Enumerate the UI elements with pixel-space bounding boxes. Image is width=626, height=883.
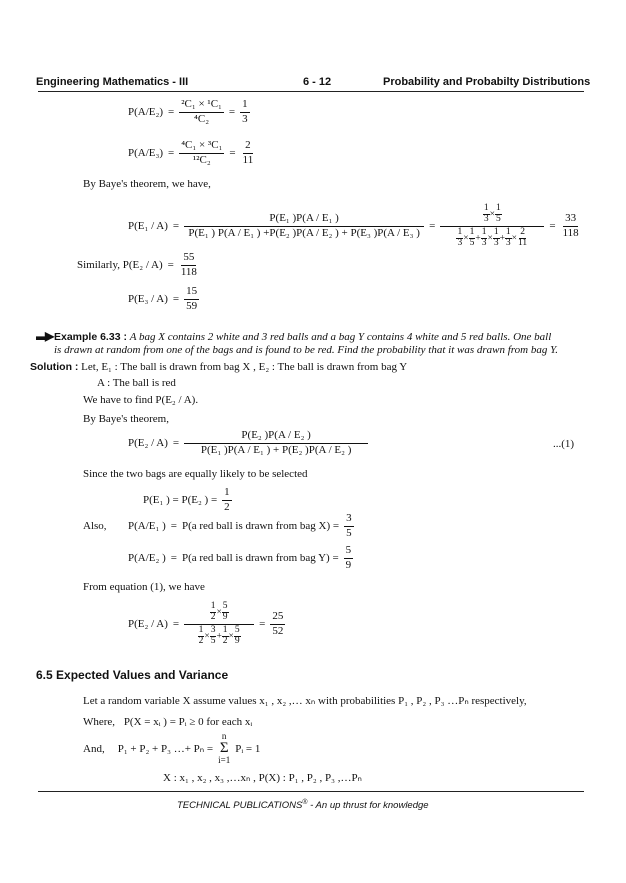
footer-tail: - An up thrust for knowledge bbox=[307, 800, 429, 812]
bayes-cden-12: 11 bbox=[518, 237, 528, 248]
final-cden-7: 5 bbox=[234, 624, 240, 635]
pe3-fraction bbox=[184, 286, 199, 312]
bayes-cden-op3: × bbox=[511, 233, 518, 244]
final-rden: 52 bbox=[272, 624, 284, 637]
final-cnum bbox=[184, 602, 254, 625]
bayes-cden-5: 1 bbox=[481, 226, 487, 237]
solution-line2: A : The ball is red bbox=[97, 377, 176, 389]
eqmain-num: P(E₂ )P(A / E₂ ) bbox=[184, 430, 368, 444]
ae1-equals: = bbox=[170, 520, 177, 533]
pe-num: 1 bbox=[222, 487, 232, 501]
eq2-lhs: P(A/E₃) bbox=[128, 147, 163, 160]
similarly-fraction bbox=[179, 252, 199, 278]
bayes-cden-6: 3 bbox=[481, 237, 487, 248]
bayes-cnum-b: 3 bbox=[483, 213, 489, 224]
likely-text: Since the two bags are equally likely to be selected bbox=[83, 468, 308, 480]
solution-line4: By Baye's theorem, bbox=[83, 413, 169, 425]
bayes-cden-8: 3 bbox=[493, 237, 499, 248]
bayes-cden-plus1: + bbox=[475, 233, 481, 244]
final-cnum-a: 1 bbox=[210, 601, 216, 611]
eq2-equals2: = bbox=[229, 147, 236, 160]
solution-label: Solution : bbox=[30, 361, 79, 373]
arrow-icon: ▬▶ bbox=[36, 329, 52, 343]
ae2-equals: = bbox=[170, 552, 177, 565]
ae1-num: 3 bbox=[344, 513, 354, 527]
header-rule bbox=[38, 91, 584, 92]
example-label: Example 6.33 : bbox=[53, 331, 127, 343]
bayes-cnum-d: 5 bbox=[496, 213, 501, 224]
sum-top: n bbox=[221, 731, 227, 741]
also-label: Also, bbox=[83, 520, 107, 532]
eq2-den: ¹²C₂ bbox=[192, 153, 211, 166]
pe3-lhs: P(E₃ / A) bbox=[128, 293, 168, 306]
bayes-cden-op2: × bbox=[487, 233, 493, 244]
section-line1: Let a random variable X assume values x₁ , x₂ ,… xₙ with probabilities P₁ , P₂ , P₃ …Pₙ respectively, bbox=[83, 695, 527, 707]
final-cnum-op: × bbox=[216, 607, 222, 618]
bayes-cden-1: 1 bbox=[457, 226, 463, 237]
final-cden-2: 2 bbox=[198, 635, 204, 646]
solution-line3: We have to find P(E₂ / A). bbox=[83, 394, 199, 406]
bayes-cden-10: 3 bbox=[505, 237, 511, 248]
final-cnum-d: 9 bbox=[222, 611, 228, 622]
bayes-equals2: = bbox=[429, 220, 436, 233]
registered-icon: ® bbox=[302, 799, 308, 806]
eq-pe3 bbox=[128, 286, 199, 312]
bayes-cnum-c: 1 bbox=[496, 203, 501, 213]
where-expr: P(X = xᵢ ) = Pᵢ ≥ 0 for each xᵢ bbox=[123, 716, 253, 728]
bayes-den: P(E₁ ) P(A / E₁ ) +P(E₂ )P(A / E₂ ) + P(E₃ )P(A / E₃ ) bbox=[188, 226, 420, 239]
final-cden-1: 1 bbox=[198, 624, 204, 635]
ae1-text: P(a red ball is drawn from bag X) = bbox=[181, 520, 340, 533]
example-line1: A bag X contains 2 white and 3 red balls and a bag Y contains 4 white and 5 red balls. One ball bbox=[129, 331, 552, 343]
bayes-intro: By Baye's theorem, we have, bbox=[83, 178, 211, 190]
ae2-text: P(a red ball is drawn from bag Y) = bbox=[181, 552, 339, 565]
final-complex-fraction bbox=[184, 602, 254, 647]
eq2-rnum: 2 bbox=[243, 140, 253, 154]
example-heading bbox=[36, 329, 551, 343]
bayes-rnum: 33 bbox=[563, 213, 578, 227]
bayes-cden-7: 1 bbox=[493, 226, 499, 237]
ae1-lhs: P(A/E₁ ) bbox=[128, 520, 166, 533]
eqmain-equals: = bbox=[172, 437, 180, 450]
eq1-fraction bbox=[179, 99, 224, 125]
bayes-num: P(E₁ )P(A / E₁ ) bbox=[184, 213, 424, 227]
footer-rule bbox=[38, 791, 584, 792]
eq-final bbox=[128, 602, 285, 647]
final-equals: = bbox=[172, 618, 180, 631]
similarly-num: 55 bbox=[181, 252, 196, 266]
final-equals2: = bbox=[259, 618, 266, 631]
where-line bbox=[83, 716, 252, 728]
bayes-result bbox=[561, 213, 581, 239]
eq1-rnum: 1 bbox=[240, 99, 250, 113]
bayes-cden-3: 1 bbox=[469, 226, 475, 237]
bayes-cden-op1: × bbox=[463, 233, 469, 244]
eq-bayes-e1 bbox=[128, 204, 581, 249]
ae2-fraction bbox=[344, 545, 354, 571]
x-distribution-line: X : x₁ , x₂ , x₃ ,…xₙ , P(X) : P₁ , P₂ , P₃ ,…Pₙ bbox=[163, 772, 362, 784]
equation-tag: ...(1) bbox=[553, 438, 575, 450]
eqmain-den: P(E₁ )P(A / E₁ ) + P(E₂ )P(A / E₂ ) bbox=[200, 443, 352, 456]
bayes-cden-9: 1 bbox=[505, 226, 511, 237]
bayes-cden-plus2: + bbox=[499, 233, 505, 244]
similarly-den: 118 bbox=[180, 265, 197, 278]
solution-line1-wrap bbox=[30, 361, 407, 373]
footer bbox=[177, 799, 429, 811]
eq1-result bbox=[240, 99, 250, 125]
final-cnum-c: 5 bbox=[222, 601, 228, 611]
eq-main bbox=[128, 430, 368, 456]
final-rnum: 25 bbox=[270, 611, 285, 625]
section-heading bbox=[36, 668, 228, 682]
bayes-cden-11: 2 bbox=[520, 226, 525, 237]
summation bbox=[218, 732, 230, 765]
solution-line1: Let, E₁ : The ball is drawn from bag X , E₂ : The ball is drawn from bag Y bbox=[81, 361, 408, 373]
bayes-cnum bbox=[440, 204, 544, 227]
and-expr: P₁ + P₂ + P₃ …+ Pₙ = bbox=[117, 743, 214, 755]
bayes-cden bbox=[454, 227, 530, 249]
ae2-den: 9 bbox=[345, 558, 352, 571]
final-cden-plus: + bbox=[216, 631, 222, 642]
ae1-fraction bbox=[344, 513, 354, 539]
eq1-lhs: P(A/E₂) bbox=[128, 106, 163, 119]
eqmain-lhs: P(E₂ / A) bbox=[128, 437, 168, 450]
final-cden-3: 3 bbox=[210, 624, 216, 635]
pe3-num: 15 bbox=[184, 286, 199, 300]
eq-p-a-e2 bbox=[128, 99, 250, 125]
final-cden-6: 2 bbox=[222, 635, 228, 646]
eq1-den: ⁴C₂ bbox=[194, 112, 210, 125]
eq-similarly bbox=[77, 252, 199, 278]
final-lhs: P(E₂ / A) bbox=[128, 618, 168, 631]
bayes-cden-4: 5 bbox=[469, 237, 475, 248]
bayes-equals3: = bbox=[549, 220, 556, 233]
pe3-den: 59 bbox=[186, 299, 198, 312]
ae1-den: 5 bbox=[346, 526, 352, 539]
and-line bbox=[83, 732, 260, 765]
bayes-equals: = bbox=[172, 220, 180, 233]
bayes-cnum-op: × bbox=[489, 209, 496, 220]
pe-fraction bbox=[222, 487, 232, 513]
eqmain-fraction bbox=[184, 430, 368, 456]
eq2-rden: 11 bbox=[242, 153, 254, 166]
eq1-equals2: = bbox=[228, 106, 236, 119]
eq1-rden: 3 bbox=[242, 112, 248, 125]
final-result bbox=[270, 611, 285, 637]
final-cden-5: 1 bbox=[222, 624, 228, 635]
eq-pe-equal bbox=[143, 487, 232, 513]
where-label: Where, bbox=[83, 716, 116, 728]
final-cden-8: 9 bbox=[234, 635, 240, 646]
pe3-equals: = bbox=[172, 293, 180, 306]
bayes-rden: 118 bbox=[562, 226, 579, 239]
ae2-num: 5 bbox=[344, 545, 354, 559]
sum-bottom: i=1 bbox=[218, 755, 231, 765]
similarly-lhs: Similarly, P(E₂ / A) bbox=[77, 259, 163, 272]
bayes-complex-fraction bbox=[440, 204, 544, 249]
and-label: And, bbox=[83, 742, 105, 755]
final-cden-4: 5 bbox=[210, 635, 216, 646]
ae2-lhs: P(A/E₂ ) bbox=[128, 552, 166, 565]
example-line2: is drawn at random from one of the bags and is found to be red. Find the probability that it was drawn from bag Y. bbox=[54, 344, 558, 356]
eq-ae2 bbox=[128, 545, 353, 571]
bayes-fraction bbox=[184, 213, 424, 239]
eq2-num: ⁴C₁ × ³C₁ bbox=[179, 140, 224, 154]
bayes-lhs: P(E₁ / A) bbox=[128, 220, 168, 233]
final-cden bbox=[196, 625, 243, 647]
footer-text: TECHNICAL PUBLICATIONS bbox=[177, 800, 303, 812]
final-cden-op1: × bbox=[204, 631, 210, 642]
eq2-equals: = bbox=[168, 147, 175, 160]
pe-den: 2 bbox=[224, 500, 230, 513]
section-title: Expected Values and Variance bbox=[56, 668, 229, 682]
similarly-equals: = bbox=[167, 259, 174, 272]
bayes-cden-2: 3 bbox=[457, 237, 463, 248]
header-left: Engineering Mathematics - III bbox=[36, 76, 189, 88]
eq-ae1 bbox=[128, 513, 354, 539]
pe-lhs: P(E₁ ) = P(E₂ ) = bbox=[143, 494, 218, 507]
eq1-num: ²C₁ × ¹C₁ bbox=[179, 99, 224, 113]
eq1-equals: = bbox=[168, 106, 175, 119]
from-equation: From equation (1), we have bbox=[83, 581, 205, 593]
eq2-fraction bbox=[179, 140, 224, 166]
bayes-cnum-a: 1 bbox=[483, 203, 489, 213]
sum-rest: Pᵢ = 1 bbox=[235, 742, 261, 755]
header-right: Probability and Probabilty Distributions bbox=[383, 76, 591, 88]
final-cnum-b: 2 bbox=[210, 611, 216, 622]
page-number: 6 - 12 bbox=[303, 76, 332, 88]
eq2-result bbox=[241, 140, 256, 166]
eq-p-a-e3 bbox=[128, 140, 255, 166]
sigma-icon: Σ bbox=[219, 740, 229, 756]
final-cden-op2: × bbox=[228, 631, 234, 642]
section-number: 6.5 bbox=[36, 668, 53, 682]
